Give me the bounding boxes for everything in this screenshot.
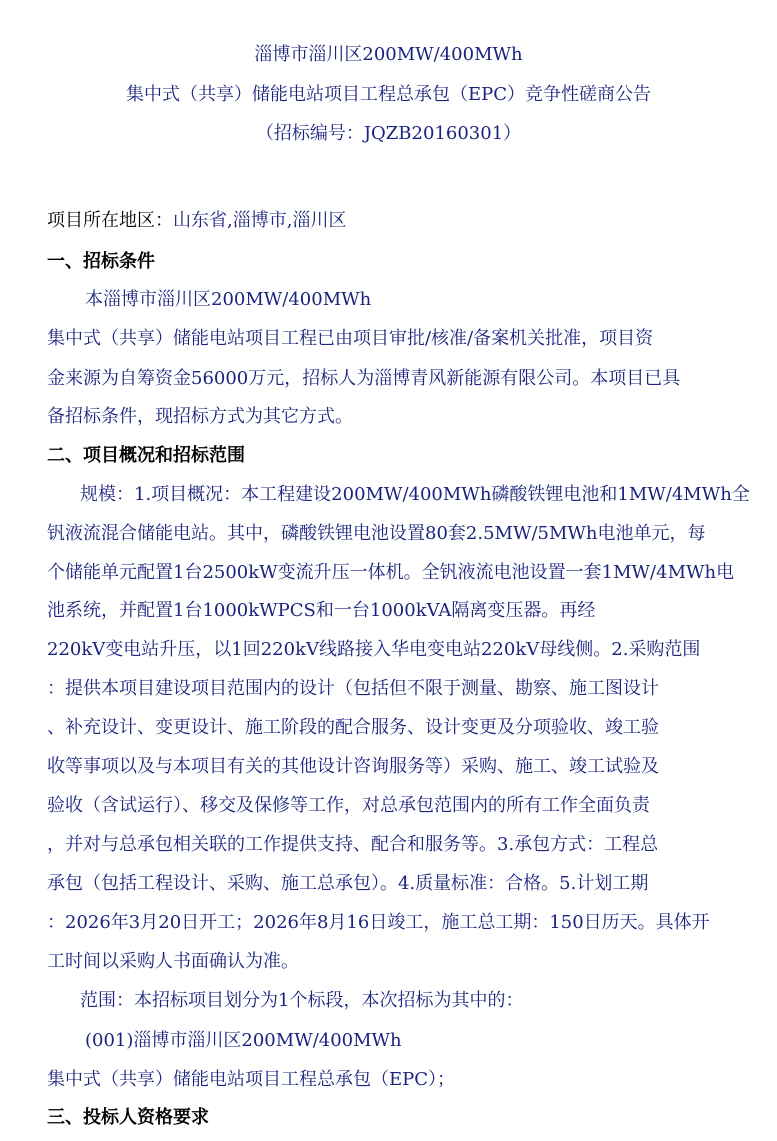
section-2-line-8: 收等事项以及与本项目有关的其他设计咨询服务等）采购、施工、竣工试验及: [47, 756, 659, 777]
project-location: [47, 208, 346, 234]
section-2-line-11: 承包（包括工程设计、采购、施工总承包）。4.质量标准：合格。5.计划工期: [47, 873, 649, 894]
section-2-line-13: 工时间以采购人书面确认为准。: [47, 951, 299, 972]
title-line-2: 集中式（共享）储能电站项目工程总承包（EPC）竞争性磋商公告: [125, 84, 652, 105]
section-2-line-12: ：2026年3月20日开工；2026年8月16日竣工，施工总工期：150日历天。具体开: [47, 912, 710, 933]
section-2-line-10: ，并对与总承包相关联的工作提供支持、配合和服务等。3.承包方式：工程总: [47, 834, 659, 855]
section-1-line-2: 集中式（共享）储能电站项目工程已由项目审批/核准/备案机关批准，项目资: [47, 328, 654, 349]
scope-line-2: (001)淄博市淄川区200MW/400MWh: [85, 1030, 402, 1051]
section-2-line-4: 池系统，并配置1台1000kWPCS和一台1000kVA隔离变压器。再经: [47, 600, 596, 621]
scope-line-1: 范围：本招标项目划分为1个标段，本次招标为其中的：: [80, 990, 524, 1011]
section-1-line-3: 金来源为自筹资金56000万元，招标人为淄博青风新能源有限公司。本项目已具: [47, 368, 681, 389]
section-2-line-3: 个储能单元配置1台2500kW变流升压一体机。全钒液流电池设置一套1MW/4MWh电: [47, 562, 735, 583]
section-2-line-5: 220kV变电站升压，以1回220kV线路接入华电变电站220kV母线侧。2.采购范围: [47, 639, 701, 660]
section-2-line-2: 钒液流混合储能电站。其中，磷酸铁锂电池设置80套2.5MW/5MWh电池单元，每: [47, 523, 706, 544]
section-1-line-4: 备招标条件，现招标方式为其它方式。: [47, 406, 353, 427]
section-1-line-1: 本淄博市淄川区200MW/400MWh: [85, 289, 372, 310]
title-line-1: 淄博市淄川区200MW/400MWh: [254, 44, 523, 65]
section-2-heading: 二、项目概况和招标范围: [47, 445, 245, 466]
section-2-line-6: ：提供本项目建设项目范围内的设计（包括但不限于测量、勘察、施工图设计: [47, 678, 659, 699]
section-2-line-7: 、补充设计、变更设计、施工阶段的配合服务、设计变更及分项验收、竣工验: [47, 717, 659, 738]
section-1-heading: 一、招标条件: [47, 251, 155, 272]
section-2-line-1: 规模：1.项目概况：本工程建设200MW/400MWh磷酸铁锂电池和1MW/4MWh全: [80, 484, 750, 505]
section-2-line-9: 验收（含试运行）、移交及保修等工作，对总承包范围内的所有工作全面负责: [47, 795, 650, 816]
section-3-heading: 三、投标人资格要求: [47, 1107, 209, 1128]
scope-line-3: 集中式（共享）储能电站项目工程总承包（EPC）；: [47, 1069, 456, 1090]
location-value: 山东省,淄博市,淄川区: [173, 210, 347, 231]
location-label: 项目所在地区：: [47, 210, 173, 231]
bid-number: （招标编号：JQZB20160301）: [255, 123, 522, 144]
